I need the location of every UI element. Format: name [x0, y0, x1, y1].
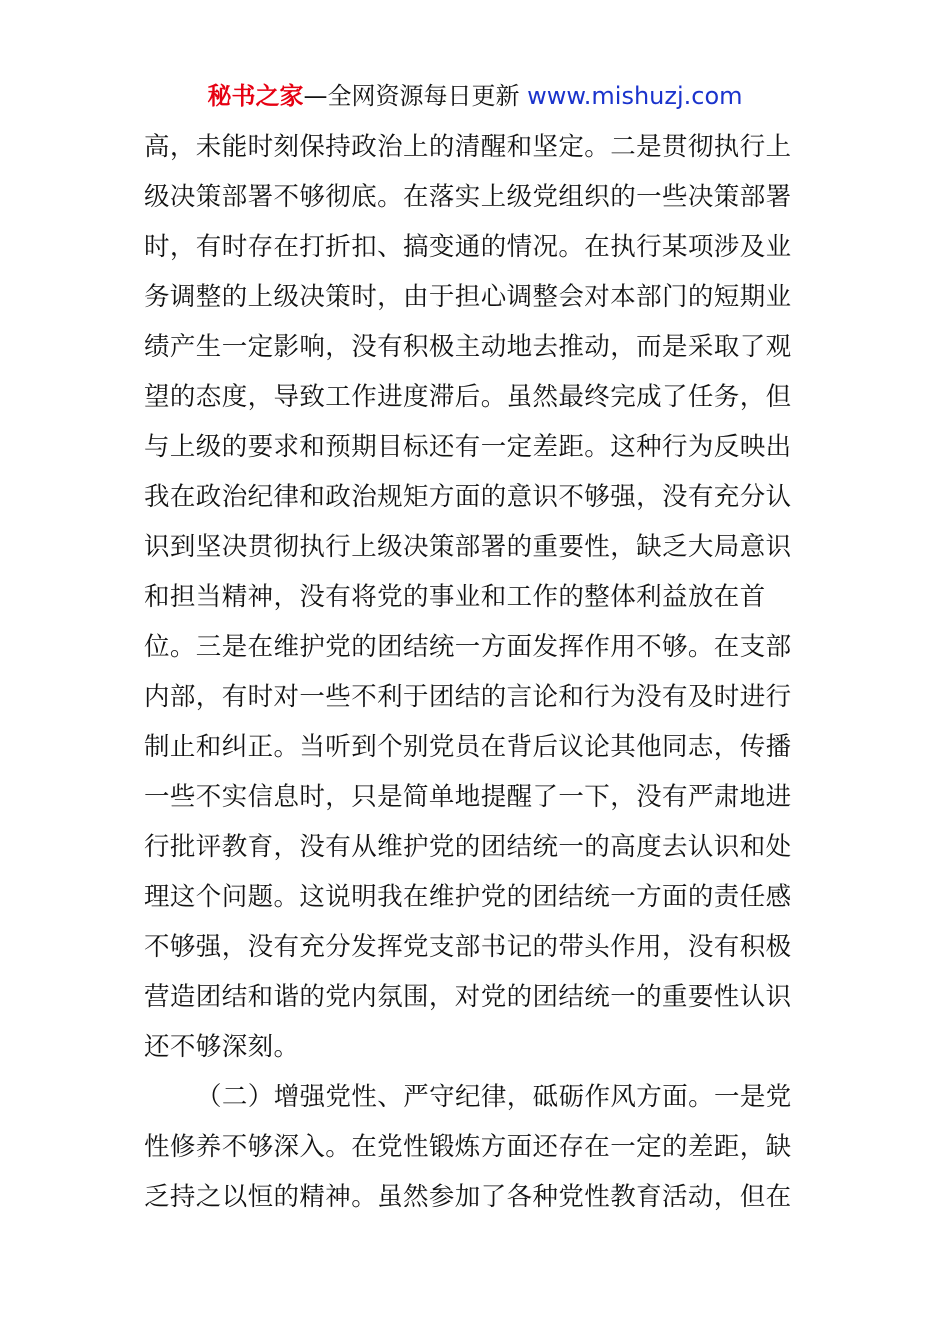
watermark-header: [0, 80, 950, 112]
text-line: 我在政治纪律和政治规矩方面的意识不够强，没有充分认: [144, 482, 792, 512]
text-line: 务调整的上级决策时，由于担心调整会对本部门的短期业: [144, 282, 792, 312]
text-line: 绩产生一定影响，没有积极主动地去推动，而是采取了观: [144, 332, 792, 362]
text-line: 识到坚决贯彻执行上级决策部署的重要性，缺乏大局意识: [144, 532, 792, 562]
text-line: 高，未能时刻保持政治上的清醒和坚定。二是贯彻执行上: [144, 132, 792, 162]
text-line: 乏持之以恒的精神。虽然参加了各种党性教育活动，但在: [144, 1182, 792, 1212]
text-line: 望的态度，导致工作进度滞后。虽然最终完成了任务，但: [144, 382, 792, 412]
text-line: （二）增强党性、严守纪律，砥砺作风方面。一是党: [196, 1082, 792, 1112]
text-line: 时，有时存在打折扣、搞变通的情况。在执行某项涉及业: [144, 232, 792, 262]
site-url[interactable]: www.mishuzj.com: [527, 82, 743, 110]
text-line: 制止和纠正。当听到个别党员在背后议论其他同志，传播: [144, 732, 792, 762]
text-line: 内部，有时对一些不利于团结的言论和行为没有及时进行: [144, 682, 792, 712]
text-line: 位。三是在维护党的团结统一方面发挥作用不够。在支部: [144, 632, 792, 662]
text-line: 不够强，没有充分发挥党支部书记的带头作用，没有积极: [144, 932, 792, 962]
document-body: [144, 122, 809, 1222]
brand-name: 秘书之家: [207, 82, 304, 110]
text-line: 与上级的要求和预期目标还有一定差距。这种行为反映出: [144, 432, 792, 462]
text-line: 一些不实信息时，只是简单地提醒了一下，没有严肃地进: [144, 782, 792, 812]
text-line: 性修养不够深入。在党性锻炼方面还存在一定的差距，缺: [144, 1132, 792, 1162]
text-line: 级决策部署不够彻底。在落实上级党组织的一些决策部署: [144, 182, 792, 212]
text-line: 还不够深刻。: [144, 1032, 300, 1062]
text-line: 营造团结和谐的党内氛围，对党的团结统一的重要性认识: [144, 982, 792, 1012]
slogan: —全网资源每日更新: [303, 82, 520, 110]
text-line: 和担当精神，没有将党的事业和工作的整体利益放在首: [144, 582, 766, 612]
text-line: 行批评教育，没有从维护党的团结统一的高度去认识和处: [144, 832, 792, 862]
text-line: 理这个问题。这说明我在维护党的团结统一方面的责任感: [144, 882, 792, 912]
